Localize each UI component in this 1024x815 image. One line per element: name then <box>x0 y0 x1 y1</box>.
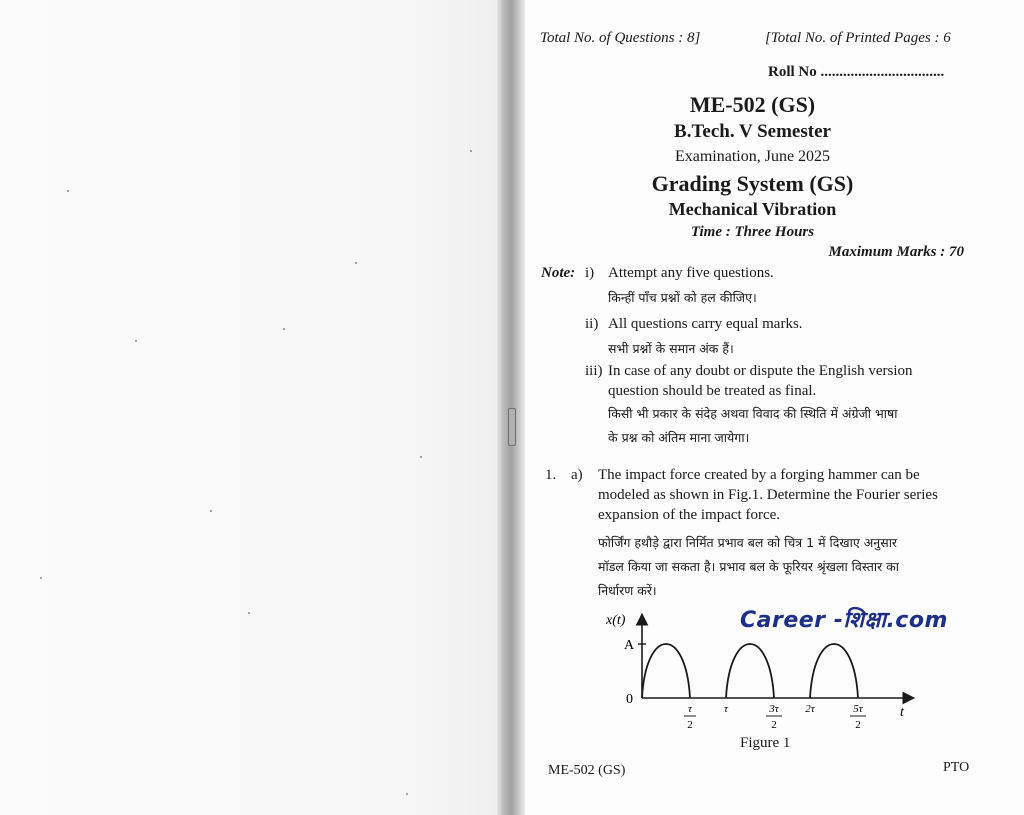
pulse-1 <box>642 644 690 698</box>
note-item-hindi: किसी भी प्रकार के संदेह अथवा विवाद की स्थिति में अंग्रेजी भाषा <box>608 406 898 421</box>
note-item-number: i) <box>585 265 595 281</box>
question-text-line: modeled as shown in Fig.1. Determine the Fourier series <box>598 487 938 503</box>
question-hindi-line: फोर्जिंग हथौड़े द्वारा निर्मित प्रभाव बल को चित्र 1 में दिखाए अनुसार <box>598 535 898 550</box>
left-blank-page <box>0 0 497 815</box>
question-text-line: expansion of the impact force. <box>598 507 781 523</box>
paper-speck <box>135 340 137 342</box>
subject-title: Mechanical Vibration <box>668 199 837 219</box>
paper-speck <box>283 328 285 330</box>
pulse-3 <box>810 644 858 698</box>
career-shiksha-watermark: Career -शिक्षा.com <box>740 608 948 633</box>
question-part: a) <box>571 467 583 483</box>
note-label: Note: <box>541 265 576 281</box>
time-allowed: Time : Three Hours <box>690 224 815 240</box>
paper-speck <box>355 262 357 264</box>
note-item-hindi: किन्हीं पाँच प्रश्नों को हल कीजिए। <box>608 290 757 305</box>
total-printed-pages: [Total No. of Printed Pages : 6 <box>765 30 951 46</box>
question-hindi-line: मॉडल किया जा सकता है। प्रभाव बल के फूरियर श्रृंखला विस्तार का <box>598 559 900 574</box>
tick-label-2tau: 2τ <box>805 703 815 715</box>
roll-no-field: Roll No ................................. <box>768 64 945 80</box>
paper-speck <box>210 510 212 512</box>
tick-label-tau: τ <box>724 703 728 715</box>
grading-system: Grading System (GS) <box>651 171 854 196</box>
note-item-hindi: के प्रश्न को अंतिम माना जायेगा। <box>608 430 750 445</box>
paper-speck <box>67 190 69 192</box>
y-axis-label: x(t) <box>606 613 626 628</box>
pulse-2 <box>726 644 774 698</box>
paper-speck <box>470 150 472 152</box>
semester: B.Tech. V Semester <box>674 121 831 142</box>
note-item-text: Attempt any five questions. <box>608 265 774 281</box>
x-axis-label: t <box>900 705 904 720</box>
tick-label-3tau-half-num: 3τ <box>769 703 779 715</box>
origin-label: 0 <box>626 692 633 707</box>
paper-code: ME-502 (GS) <box>689 92 816 117</box>
question-text-line: The impact force created by a forging hammer can be <box>598 467 920 483</box>
question-hindi-line: निर्धारण करें। <box>598 583 657 598</box>
figure-caption: Figure 1 <box>740 735 791 751</box>
note-item-number: ii) <box>585 316 599 332</box>
note-item-text: In case of any doubt or dispute the English version <box>608 363 913 379</box>
tick-label-3tau-half-den: 2 <box>771 719 777 731</box>
footer-pto: PTO <box>943 760 970 775</box>
note-item-text: All questions carry equal marks. <box>608 316 803 332</box>
paper-speck <box>248 612 250 614</box>
paper-speck <box>406 793 408 795</box>
maximum-marks: Maximum Marks : 70 <box>828 244 964 260</box>
note-item-number: iii) <box>585 363 603 379</box>
question-number: 1. <box>545 467 557 483</box>
examination-date: Examination, June 2025 <box>674 148 831 165</box>
tick-label-tau-half-num: τ <box>688 703 692 715</box>
tick-label-tau-half-den: 2 <box>687 719 693 731</box>
tick-label-5tau-half-den: 2 <box>855 719 861 731</box>
tick-label-5tau-half-num: 5τ <box>853 703 863 715</box>
amplitude-label: A <box>624 638 635 653</box>
figure-1-plot <box>600 608 920 736</box>
footer-paper-code: ME-502 (GS) <box>548 763 626 778</box>
note-item-hindi: सभी प्रश्नों के समान अंक हैं। <box>608 341 734 356</box>
note-item-text: question should be treated as final. <box>608 383 817 399</box>
total-questions: Total No. of Questions : 8] <box>540 30 701 46</box>
staple <box>508 408 516 446</box>
paper-speck <box>40 577 42 579</box>
paper-speck <box>420 456 422 458</box>
